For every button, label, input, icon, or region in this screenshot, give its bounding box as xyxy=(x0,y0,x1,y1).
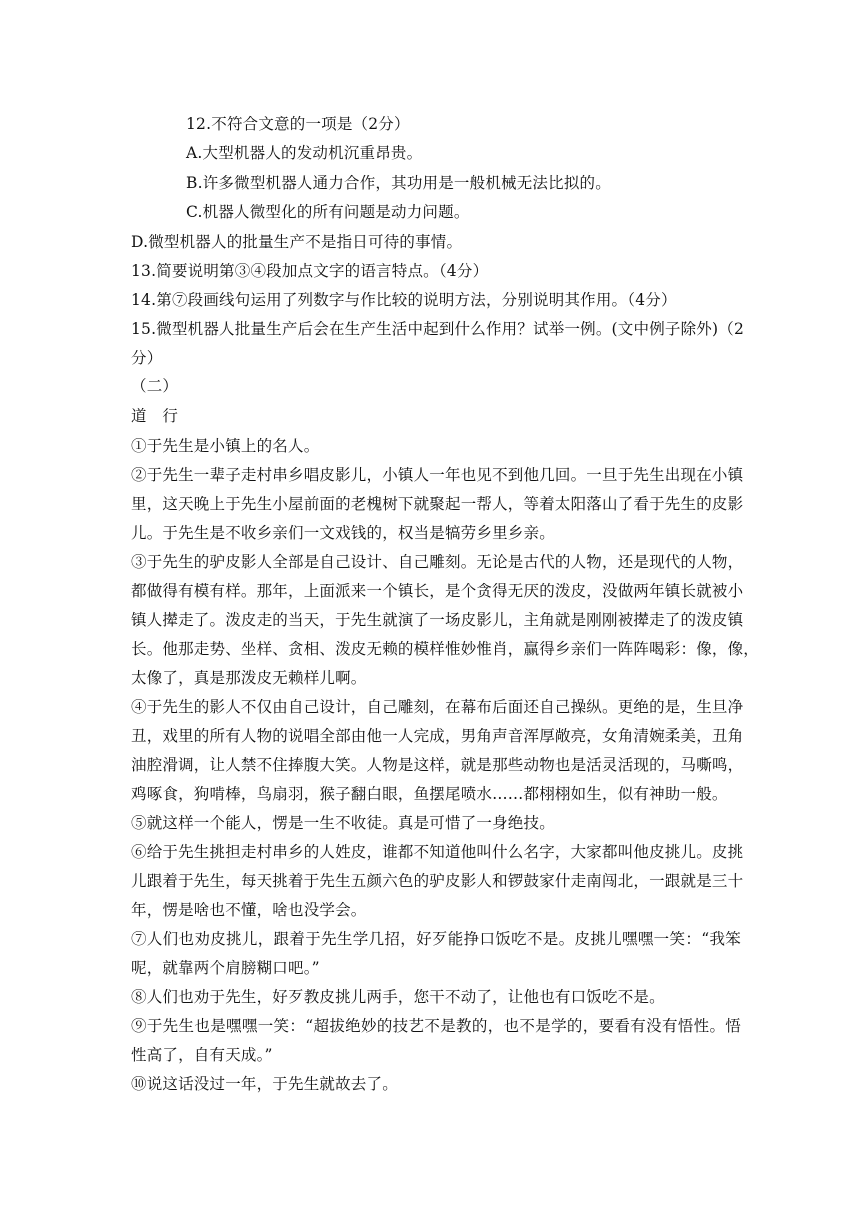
option-12-d: D.微型机器人的批量生产不是指日可待的事情。 xyxy=(131,233,463,251)
paragraph-9-line: 性高了，自有天成。” xyxy=(131,1046,273,1064)
paragraph-4-line: 鸡啄食，狗啃棒，鸟扇羽，猴子翻白眼，鱼摆尾喷水……都栩栩如生，似有神助一般。 xyxy=(131,785,728,803)
paragraph-3-line: 镇人撵走了。泼皮走的当天，于先生就演了一场皮影儿，主角就是刚刚被撵走了的泼皮镇 xyxy=(131,611,744,629)
option-12-b: B.许多微型机器人通力合作，其功用是一般机械无法比拟的。 xyxy=(186,174,611,192)
paragraph-3-line: 长。他那走势、坐样、贪相、泼皮无赖的模样惟妙惟肖，赢得乡亲们一阵阵喝彩：像，像， xyxy=(131,640,760,658)
option-12-a: A.大型机器人的发动机沉重昂贵。 xyxy=(186,144,423,162)
paragraph-6-line: ⑥给于先生挑担走村串乡的人姓皮，谁都不知道他叫什么名字，大家都叫他皮挑儿。皮挑 xyxy=(131,843,744,861)
question-15: 15.微型机器人批量生产后会在生产生活中起到什么作用？试举一例。(文中例子除外)（2 xyxy=(131,320,745,338)
paragraph-9-line: ⑨于先生也是嘿嘿一笑：“超拔绝妙的技艺不是教的，也不是学的，要看有没有悟性。悟 xyxy=(131,1017,741,1035)
paragraph-8: ⑧人们也劝于先生，好歹教皮挑儿两手，您干不动了，让他也有口饭吃不是。 xyxy=(131,988,665,1006)
passage-title: 道 行 xyxy=(131,407,179,425)
paragraph-2-line: 里，这天晚上于先生小屋前面的老槐树下就聚起一帮人，等着太阳落山了看于先生的皮影 xyxy=(131,495,744,513)
paragraph-5: ⑤就这样一个能人，愣是一生不收徒。真是可惜了一身绝技。 xyxy=(131,814,555,832)
paragraph-3-line: 都做得有模有样。那年，上面派来一个镇长，是个贪得无厌的泼皮，没做两年镇长就被小 xyxy=(131,582,744,600)
question-13: 13.简要说明第③④段加点文字的语言特点。（4分） xyxy=(131,262,489,280)
paragraph-3-line: 太像了，真是那泼皮无赖样儿啊。 xyxy=(131,669,367,687)
paragraph-3-line: ③于先生的驴皮影人全部是自己设计、自己雕刻。无论是古代的人物，还是现代的人物， xyxy=(131,553,744,571)
paragraph-6-line: 儿跟着于先生，每天挑着于先生五颜六色的驴皮影人和锣鼓家什走南闯北，一跟就是三十 xyxy=(131,872,744,890)
paragraph-4-line: ④于先生的影人不仅由自己设计，自己雕刻，在幕布后面还自己操纵。更绝的是，生旦净 xyxy=(131,698,744,716)
paragraph-6-line: 年，愣是啥也不懂，啥也没学会。 xyxy=(131,901,367,919)
paragraph-4-line: 丑，戏里的所有人物的说唱全部由他一人完成，男角声音浑厚敞亮，女角清婉柔美，丑角 xyxy=(131,727,744,745)
paragraph-4-line: 油腔滑调，让人禁不住捧腹大笑。人物是这样，就是那些动物也是活灵活现的，马嘶鸣， xyxy=(131,756,744,774)
paragraph-2-line: ②于先生一辈子走村串乡唱皮影儿，小镇人一年也见不到他几回。一旦于先生出现在小镇 xyxy=(131,466,744,484)
paragraph-1: ①于先生是小镇上的名人。 xyxy=(131,437,320,455)
paragraph-2-line: 儿。于先生是不收乡亲们一文戏钱的，权当是犒劳乡里乡亲。 xyxy=(131,524,555,542)
question-14: 14.第⑦段画线句运用了列数字与作比较的说明方法，分别说明其作用。（4分） xyxy=(131,291,677,309)
paragraph-10: ⑩说这话没过一年，于先生就故去了。 xyxy=(131,1075,398,1093)
question-12: 12.不符合文意的一项是（2分） xyxy=(186,115,410,133)
paragraph-7-line: ⑦人们也劝皮挑儿，跟着于先生学几招，好歹能挣口饭吃不是。皮挑儿嘿嘿一笑：“我笨 xyxy=(131,930,741,948)
section-number: （二） xyxy=(131,377,179,395)
paragraph-7-line: 呢，就靠两个肩膀糊口吧。” xyxy=(131,959,320,977)
option-12-c: C.机器人微型化的所有问题是动力问题。 xyxy=(186,203,470,221)
question-15-continued: 分） xyxy=(131,349,163,367)
